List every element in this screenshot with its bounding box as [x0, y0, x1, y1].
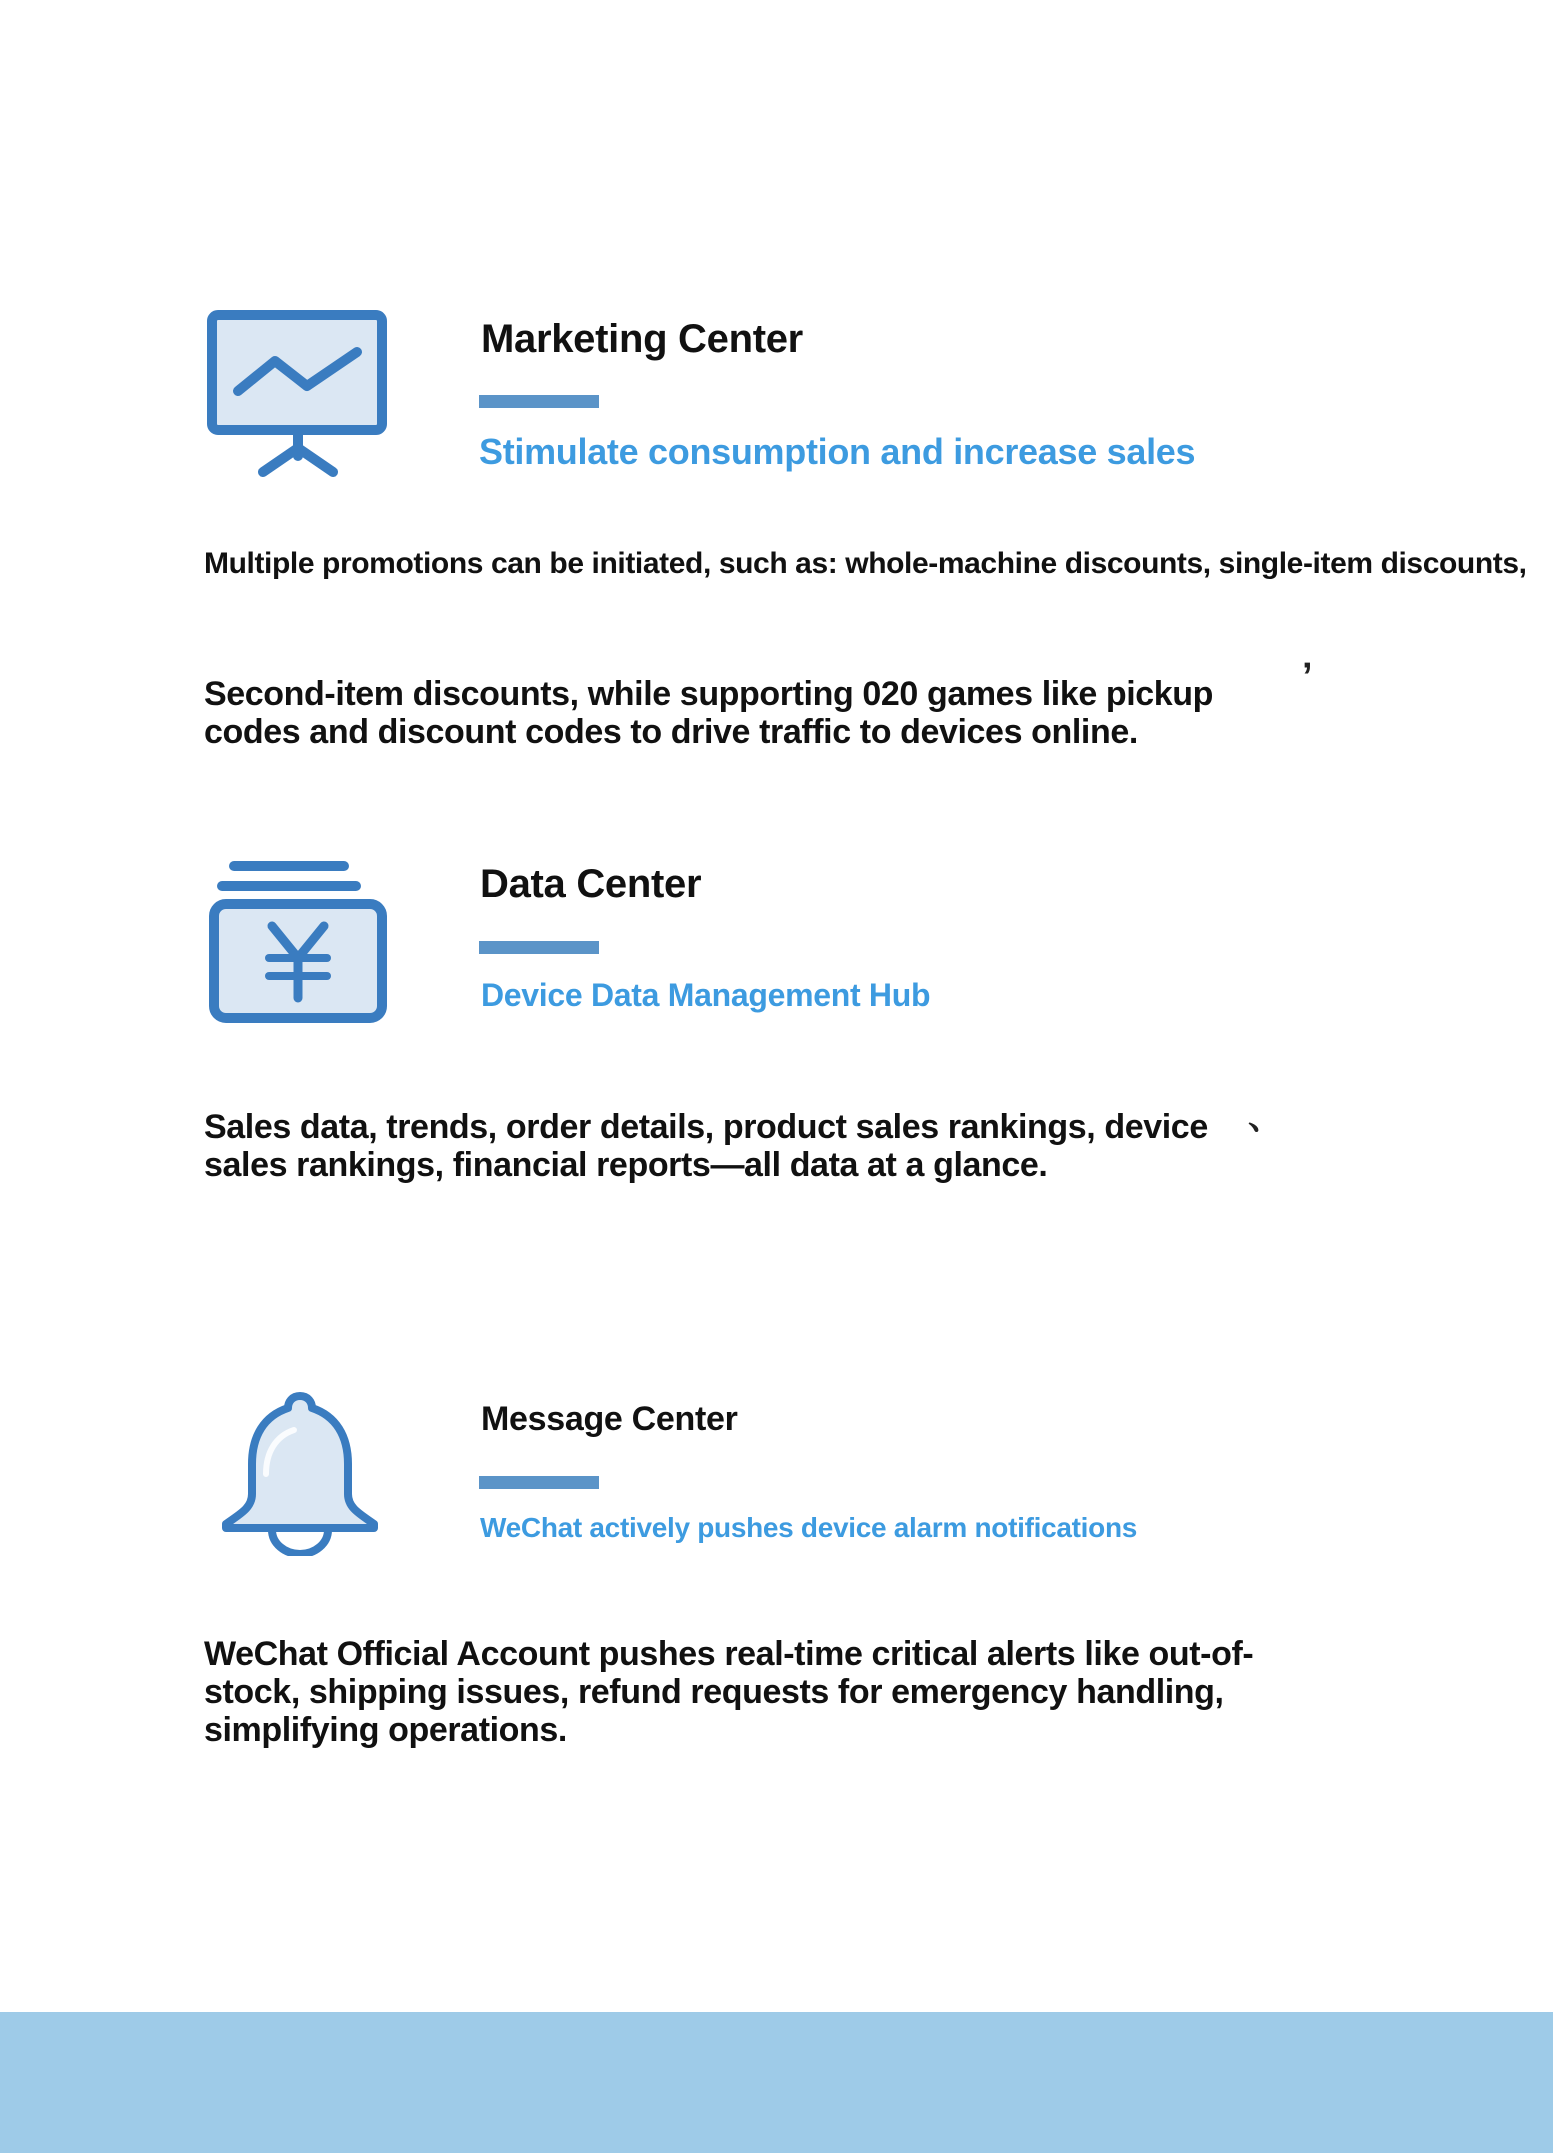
footer-band [0, 2012, 1553, 2153]
section-description: Second-item discounts, while supporting 020 games like pickup codes and discount codes to drive traffic to devices online. [204, 675, 1214, 751]
yuan-ledger-icon [207, 858, 389, 1026]
presentation-chart-icon [205, 308, 391, 478]
section-title: Data Center [480, 862, 702, 906]
title-divider [479, 941, 599, 954]
stray-mark: ’ [1302, 656, 1313, 698]
stray-mark: 、 [1248, 1099, 1282, 1137]
section-title: Message Center [481, 1400, 738, 1438]
section-description: WeChat Official Account pushes real-time critical alerts like out-of-stock, shipping issues, refund requests for emergency handling, simplifying operations. [204, 1635, 1254, 1749]
section-description: Sales data, trends, order details, product sales rankings, device sales rankings, financial reports—all data at a glance. [204, 1108, 1208, 1184]
bell-icon [220, 1390, 380, 1556]
title-divider [479, 1476, 599, 1489]
section-subtitle: WeChat actively pushes device alarm notifications [480, 1512, 1138, 1543]
section-subtitle: Stimulate consumption and increase sales [479, 431, 1196, 472]
section-subtitle: Device Data Management Hub [481, 977, 931, 1013]
section-intro-text: Multiple promotions can be initiated, such as: whole-machine discounts, single-item discounts, [204, 547, 1527, 580]
title-divider [479, 395, 599, 408]
section-title: Marketing Center [481, 317, 803, 361]
